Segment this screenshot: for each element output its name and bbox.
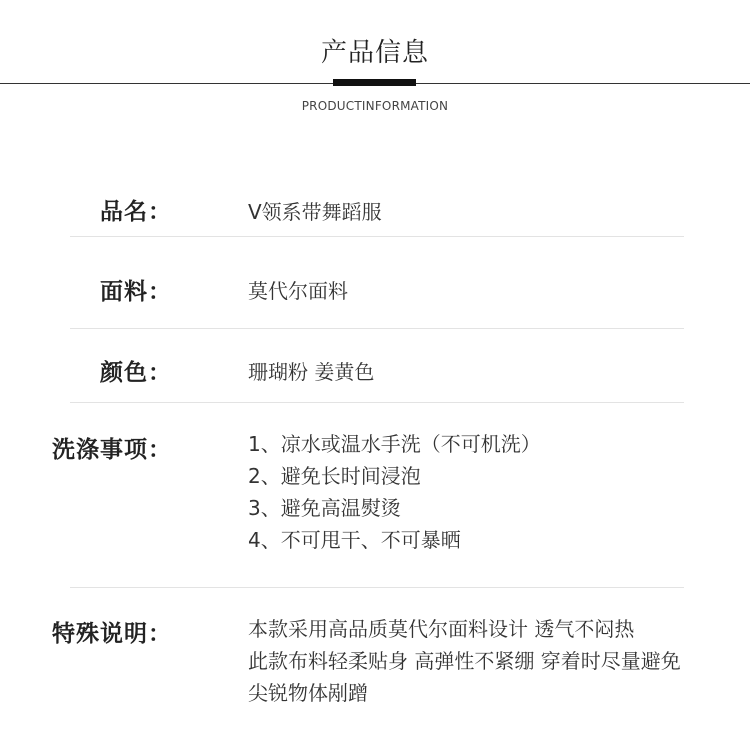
header-accent-bar (333, 79, 416, 86)
row-divider (70, 402, 684, 403)
special-notes-label: 特殊说明： (52, 621, 172, 647)
row-divider (70, 236, 684, 237)
washing-instructions (248, 428, 541, 556)
color-value: 珊瑚粉 姜黄色 (248, 360, 375, 384)
product-name-label: 品名： (100, 199, 172, 225)
special-note-line: 本款采用高品质莫代尔面料设计 透气不闷热 (248, 617, 635, 641)
row-divider (70, 587, 684, 588)
special-note-line: 此款布料轻柔贴身 高弹性不紧绷 穿着时尽量避免 (248, 649, 681, 673)
row-divider (70, 328, 684, 329)
washing-line: 3、避免高温熨烫 (248, 496, 401, 520)
washing-line: 1、凉水或温水手洗（不可机洗） (248, 432, 541, 456)
color-label: 颜色： (100, 360, 172, 386)
special-notes (248, 613, 681, 709)
special-note-line: 尖锐物体剐蹭 (248, 681, 368, 705)
page-title: 产品信息 (320, 38, 429, 68)
washing-label: 洗涤事项： (52, 437, 172, 463)
product-name-value: V领系带舞蹈服 (248, 200, 382, 224)
washing-line: 2、避免长时间浸泡 (248, 464, 421, 488)
washing-line: 4、不可甩干、不可暴晒 (248, 528, 461, 552)
fabric-label: 面料： (100, 279, 172, 305)
fabric-value: 莫代尔面料 (248, 279, 348, 303)
page-subtitle: PRODUCTINFORMATION (301, 99, 449, 113)
